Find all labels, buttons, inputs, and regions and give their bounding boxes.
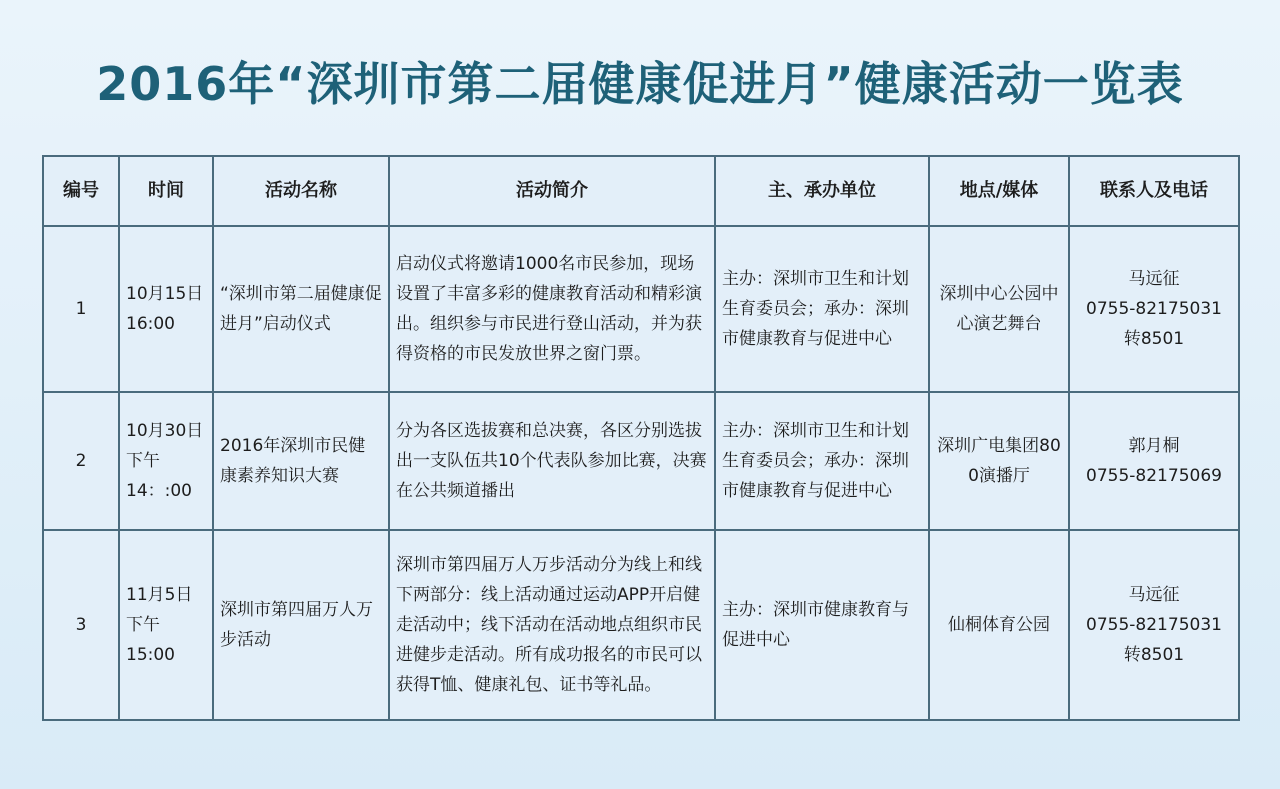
cell-contact <box>1069 530 1239 720</box>
time-line: 10月15日 <box>126 284 204 304</box>
cell-activity-name: 2016年深圳市民健康素养知识大赛 <box>213 392 389 530</box>
contact-name: 郭月桐 <box>1128 436 1180 456</box>
cell-activity-name: “深圳市第二届健康促进月”启动仪式 <box>213 226 389 392</box>
table-row <box>43 530 1239 720</box>
table-header-row <box>43 156 1239 226</box>
header-contact: 联系人及电话 <box>1069 156 1239 226</box>
time-line: 下午 <box>126 615 160 635</box>
cell-venue: 深圳广电集团800演播厅 <box>929 392 1069 530</box>
page-title: 2016年“深圳市第二届健康促进月”健康活动一览表 <box>96 57 1184 111</box>
cell-time <box>119 226 213 392</box>
time-line: 14：:00 <box>126 481 192 501</box>
cell-organizers: 主办：深圳市卫生和计划生育委员会；承办：深圳市健康教育与促进中心 <box>715 392 929 530</box>
table-row <box>43 226 1239 392</box>
header-no: 编号 <box>43 156 119 226</box>
contact-extension: 转8501 <box>1123 645 1185 665</box>
header-time: 时间 <box>119 156 213 226</box>
cell-venue: 深圳中心公园中心演艺舞台 <box>929 226 1069 392</box>
contact-phone: 0755-82175031 <box>1086 615 1222 635</box>
cell-no: 2 <box>43 392 119 530</box>
contact-name: 马远征 <box>1128 269 1180 289</box>
header-organizers: 主、承办单位 <box>715 156 929 226</box>
time-line: 下午 <box>126 451 160 471</box>
header-venue: 地点/媒体 <box>929 156 1069 226</box>
time-line: 11月5日 <box>126 585 193 605</box>
time-line: 10月30日 <box>126 421 204 441</box>
activity-table <box>42 155 1240 721</box>
contact-phone: 0755-82175031 <box>1086 299 1222 319</box>
cell-activity-intro: 分为各区选拔赛和总决赛，各区分别选拔出一支队伍共10个代表队参加比赛，决赛在公共频道播出 <box>389 392 715 530</box>
cell-time <box>119 530 213 720</box>
time-line: 16:00 <box>126 314 175 334</box>
contact-extension: 转8501 <box>1123 329 1185 349</box>
header-activity-intro: 活动简介 <box>389 156 715 226</box>
cell-activity-intro: 启动仪式将邀请1000名市民参加，现场设置了丰富多彩的健康教育活动和精彩演出。组织参与市民进行登山活动，并为获得资格的市民发放世界之窗门票。 <box>389 226 715 392</box>
cell-time <box>119 392 213 530</box>
cell-no: 3 <box>43 530 119 720</box>
cell-organizers: 主办：深圳市卫生和计划生育委员会；承办：深圳市健康教育与促进中心 <box>715 226 929 392</box>
contact-phone: 0755-82175069 <box>1086 466 1222 486</box>
contact-name: 马远征 <box>1128 585 1180 605</box>
cell-activity-intro: 深圳市第四届万人万步活动分为线上和线下两部分：线上活动通过运动APP开启健走活动中；线下活动在活动地点组织市民进健步走活动。所有成功报名的市民可以获得T恤、健康礼包、证书等礼品。 <box>389 530 715 720</box>
cell-activity-name: 深圳市第四届万人万步活动 <box>213 530 389 720</box>
table-row <box>43 392 1239 530</box>
cell-organizers: 主办：深圳市健康教育与促进中心 <box>715 530 929 720</box>
cell-no: 1 <box>43 226 119 392</box>
cell-contact <box>1069 226 1239 392</box>
cell-contact <box>1069 392 1239 530</box>
time-line: 15:00 <box>126 645 175 665</box>
cell-venue: 仙桐体育公园 <box>929 530 1069 720</box>
header-activity-name: 活动名称 <box>213 156 389 226</box>
